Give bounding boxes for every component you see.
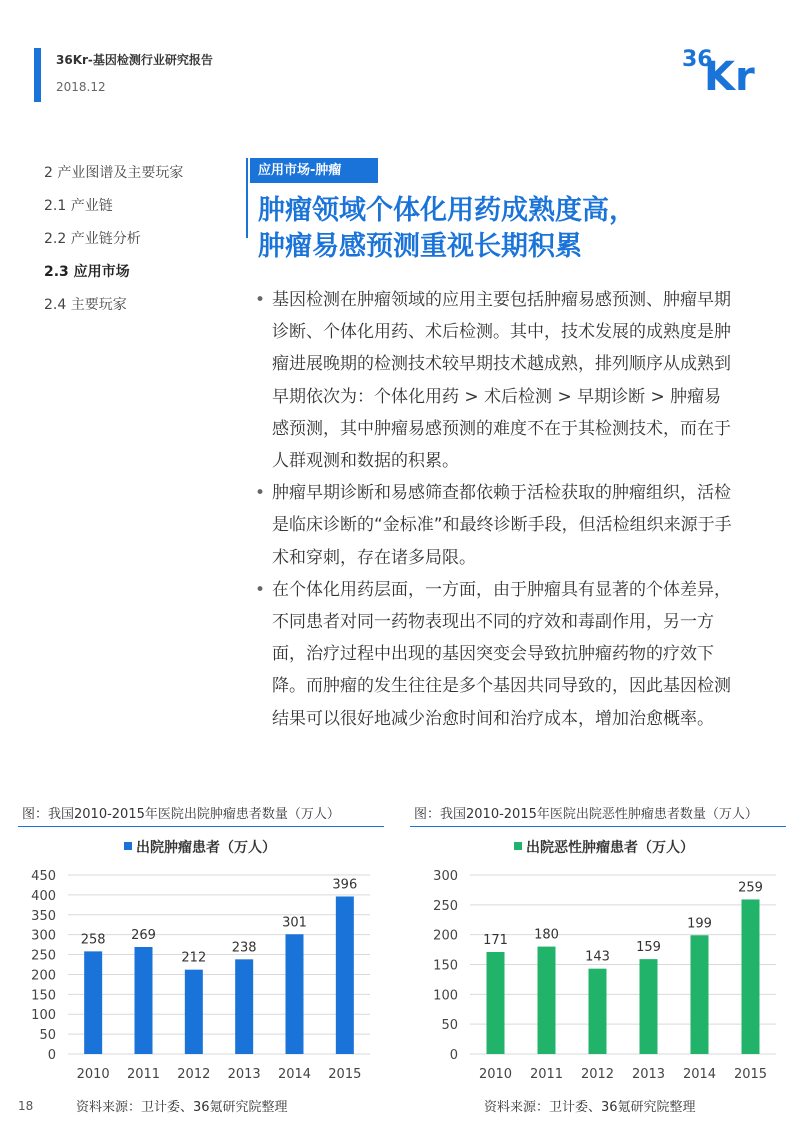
bullet-item xyxy=(252,477,732,574)
report-title: 36Kr-基因检测行业研究报告 xyxy=(56,53,213,67)
y-tick-label: 50 xyxy=(39,1028,56,1044)
bar xyxy=(691,935,709,1054)
section-tag: 应用市场-肿瘤 xyxy=(250,158,378,183)
x-tick-label: 2014 xyxy=(277,1067,312,1082)
bar-value-label: 199 xyxy=(687,916,712,932)
toc-item[interactable]: 2.1 产业链 xyxy=(44,198,113,214)
legend-label: 出院恶性肿瘤患者（万人） xyxy=(526,840,694,856)
bar-value-label: 258 xyxy=(80,932,106,948)
x-tick-label: 2011 xyxy=(126,1067,161,1082)
legend-swatch xyxy=(514,842,522,850)
x-tick-label: 2013 xyxy=(631,1067,666,1082)
svg-text:36: 36 xyxy=(682,47,713,72)
toc-item[interactable]: 2 产业图谱及主要玩家 xyxy=(44,165,184,181)
bullet-text: 在个体化用药层面，一方面，由于肿瘤具有显著的个体差异，不同患者对同一药物表现出不同的疗效和毒副作用，另一方面，治疗过程中出现的基因突变会导致抗肿瘤药物的疗效下降。而肿瘤的发生往往是多个基因共同导致的，因此基因检测结果可以很好地减少治愈时间和治疗成本，增加治愈概率。 xyxy=(272,579,731,729)
bar-value-label: 301 xyxy=(282,915,307,931)
bar-value-label: 269 xyxy=(131,927,156,943)
bar xyxy=(589,969,607,1054)
right-bar-chart xyxy=(410,830,790,1090)
svg-text:Kr: Kr xyxy=(704,54,755,94)
y-tick-label: 150 xyxy=(31,988,56,1004)
bar xyxy=(135,947,153,1054)
bar xyxy=(235,959,253,1054)
y-tick-label: 300 xyxy=(31,928,56,944)
right-figure-source: 资料来源：卫计委、36氪研究院整理 xyxy=(484,1100,696,1115)
bar xyxy=(487,952,505,1054)
bar-value-label: 171 xyxy=(483,932,508,948)
page-headline xyxy=(258,193,636,265)
legend-swatch xyxy=(124,842,132,850)
bar-value-label: 396 xyxy=(332,877,358,893)
36kr-logo xyxy=(682,40,766,94)
bar-value-label: 238 xyxy=(231,940,257,956)
x-tick-label: 2012 xyxy=(177,1067,211,1082)
y-tick-label: 50 xyxy=(441,1018,458,1034)
left-bar-chart xyxy=(18,830,388,1090)
left-figure-caption: 图：我国2010-2015年医院出院肿瘤患者数量（万人） xyxy=(22,807,340,822)
bar xyxy=(640,959,658,1054)
bar xyxy=(84,951,102,1054)
bullet-item xyxy=(252,574,732,735)
toc-item[interactable]: 2.4 主要玩家 xyxy=(44,297,127,313)
bullet-text: 基因检测在肿瘤领域的应用主要包括肿瘤易感预测、肿瘤早期诊断、个体化用药、术后检测。其中，技术发展的成熟度是肿瘤进展晚期的检测技术较早期技术越成熟，排列顺序从成熟到早期依次为：个体化用药 > 术后检测 > 早期诊断 > 肿瘤易感预测，其中肿瘤易感预测的难度不在于其检测技术，而在于人群观测和数据的积累。 xyxy=(272,290,731,472)
y-tick-label: 100 xyxy=(433,988,458,1004)
y-tick-label: 250 xyxy=(433,898,458,914)
y-tick-label: 200 xyxy=(433,928,458,944)
y-tick-label: 300 xyxy=(433,869,458,884)
y-tick-label: 0 xyxy=(449,1048,458,1063)
header-accent-bar xyxy=(34,48,41,102)
headline-line-1: 肿瘤领域个体化用药成熟度高， xyxy=(258,195,636,226)
y-tick-label: 200 xyxy=(31,968,56,984)
bullet-dot-icon: • xyxy=(255,579,266,600)
right-figure-caption: 图：我国2010-2015年医院出院恶性肿瘤患者数量（万人） xyxy=(414,807,758,822)
bar xyxy=(185,970,203,1054)
section-divider xyxy=(246,158,248,238)
bar xyxy=(538,947,556,1054)
y-tick-label: 0 xyxy=(47,1048,56,1063)
y-tick-label: 400 xyxy=(31,888,56,904)
bar-value-label: 143 xyxy=(585,949,610,965)
x-tick-label: 2010 xyxy=(76,1067,110,1082)
bullet-dot-icon: • xyxy=(255,290,266,310)
bar-value-label: 180 xyxy=(534,927,559,943)
bar xyxy=(336,896,354,1054)
y-tick-label: 350 xyxy=(31,908,56,924)
bar xyxy=(742,899,760,1054)
bar-value-label: 212 xyxy=(181,950,207,966)
headline-line-2: 肿瘤易感预测重视长期积累 xyxy=(258,231,582,262)
table-of-contents xyxy=(44,162,183,327)
y-tick-label: 450 xyxy=(31,869,56,884)
y-tick-label: 100 xyxy=(31,1008,56,1024)
report-date: 2018.12 xyxy=(56,80,106,94)
y-tick-label: 250 xyxy=(31,948,56,964)
legend-label: 出院肿瘤患者（万人） xyxy=(136,840,276,856)
toc-item-active[interactable]: 2.3 应用市场 xyxy=(44,264,130,280)
x-tick-label: 2013 xyxy=(227,1067,261,1082)
bar-value-label: 259 xyxy=(738,880,763,896)
right-figure-rule xyxy=(410,826,786,827)
x-tick-label: 2012 xyxy=(580,1067,615,1082)
bullet-text: 肿瘤早期诊断和易感筛查都依赖于活检获取的肿瘤组织，活检是临床诊断的“金标准”和最终诊断手段，但活检组织来源于手术和穿刺，存在诸多局限。 xyxy=(272,483,732,568)
x-tick-label: 2015 xyxy=(733,1067,768,1082)
toc-item[interactable]: 2.2 产业链分析 xyxy=(44,231,141,247)
bullet-list xyxy=(252,284,732,735)
left-figure-rule xyxy=(18,826,384,827)
bar xyxy=(286,934,304,1054)
x-tick-label: 2014 xyxy=(682,1067,717,1082)
page-number: 18 xyxy=(18,1099,34,1113)
bar-value-label: 159 xyxy=(636,940,661,956)
bullet-item xyxy=(252,284,732,477)
x-tick-label: 2015 xyxy=(328,1067,362,1082)
bullet-dot-icon: • xyxy=(255,483,266,504)
x-tick-label: 2010 xyxy=(478,1067,513,1082)
x-tick-label: 2011 xyxy=(529,1067,564,1082)
y-tick-label: 150 xyxy=(433,958,458,974)
left-figure-source: 资料来源：卫计委、36氪研究院整理 xyxy=(76,1100,288,1115)
